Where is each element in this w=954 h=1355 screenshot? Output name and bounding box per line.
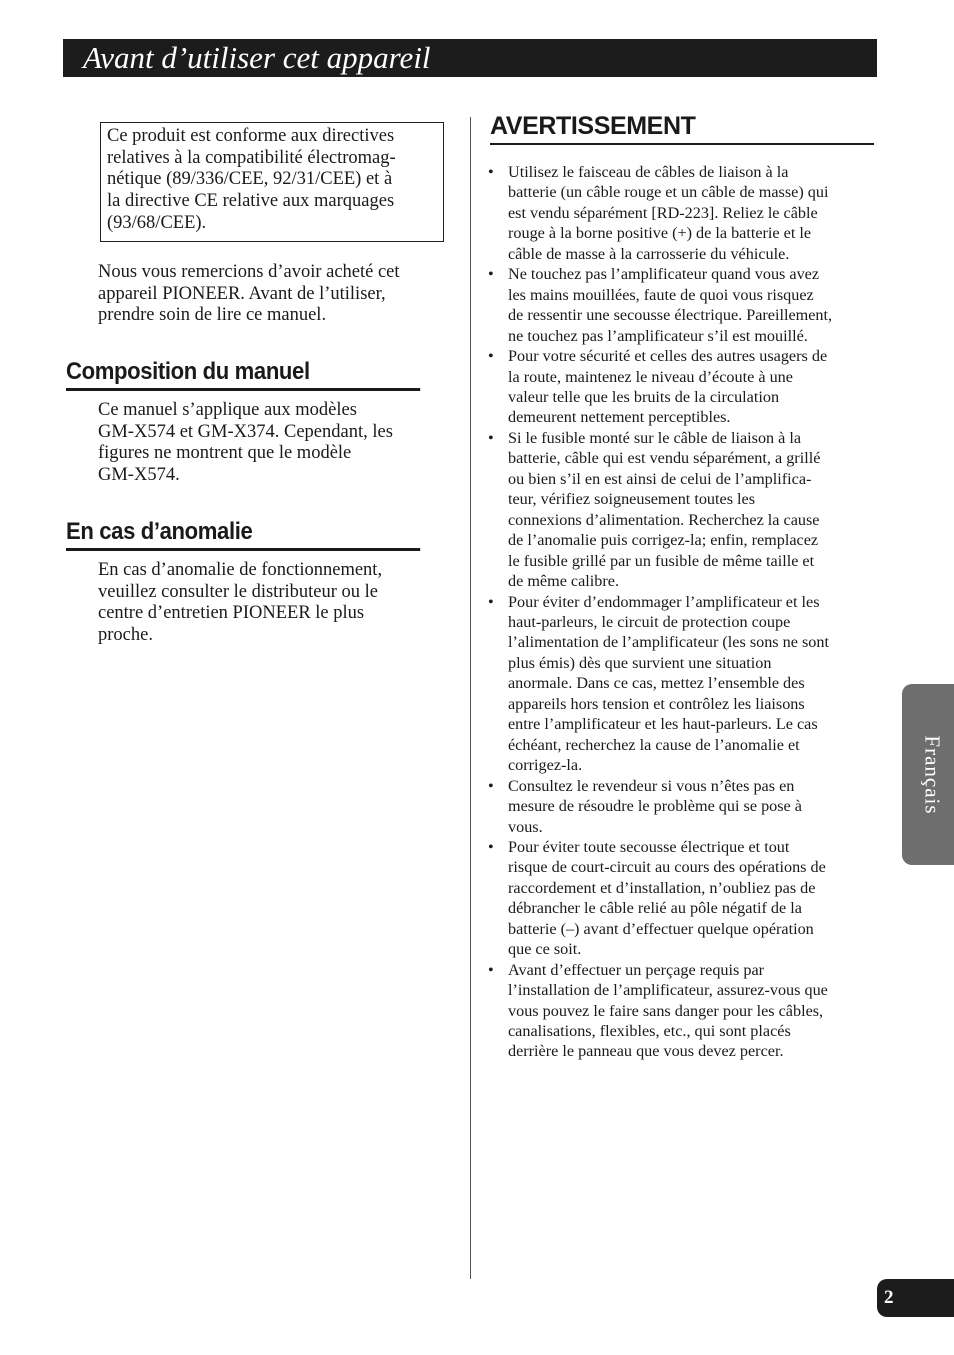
- bullet-icon: •: [488, 347, 494, 366]
- warning-line: Pour éviter d’endommager l’amplificateur et les: [508, 592, 820, 611]
- warning-line: échéant, recherchez la cause de l’anomalie et: [508, 735, 800, 754]
- intro-line: Nous vous remercions d’avoir acheté cet: [98, 262, 400, 282]
- warning-line: entre l’amplificateur et les haut-parleurs. Le cas: [508, 715, 818, 734]
- warning-line: anormale. Dans ce cas, mettez l’ensemble des: [508, 674, 805, 693]
- notice-line: Ce produit est conforme aux directives: [107, 126, 395, 146]
- warning-line: demeurent nettement perceptibles.: [508, 408, 731, 427]
- bullet-icon: •: [488, 265, 494, 284]
- composition-line: GM-X574 et GM-X374. Cependant, les: [98, 421, 393, 442]
- composition-line: figures ne montrent que le modèle: [98, 443, 352, 464]
- anomalie-heading: En cas d’anomalie: [66, 518, 420, 551]
- warning-item: [488, 837, 878, 960]
- warning-line: Pour votre sécurité et celles des autres usagers de: [508, 347, 828, 366]
- warning-line: raccordement et d’installation, n’oubliez pas de: [508, 878, 816, 897]
- warning-line: Consultez le revendeur si vous n’êtes pas en: [508, 776, 795, 795]
- warning-line: est vendu séparément [RD-223]. Reliez le câble: [508, 203, 818, 222]
- avertissement-heading: AVERTISSEMENT: [490, 112, 874, 145]
- warning-line: de même calibre.: [508, 572, 620, 591]
- notice-line: (93/68/CEE).: [107, 212, 207, 233]
- language-label: Français: [920, 734, 945, 815]
- warning-line: batterie (un câble rouge et un câble de masse) qui: [508, 183, 829, 202]
- warning-line: l’alimentation de l’amplificateur (les sons ne sont: [508, 633, 829, 652]
- warning-line: que ce soit.: [508, 940, 582, 959]
- warning-item: [488, 592, 878, 776]
- warning-line: batterie (–) avant d’effectuer quelque opération: [508, 919, 814, 938]
- warning-line: corrigez-la.: [508, 756, 583, 775]
- warning-line: de l’anomalie puis corrigez-la; enfin, remplacez: [508, 531, 819, 550]
- warning-line: Avant d’effectuer un perçage requis par: [508, 960, 765, 979]
- warning-line: Ne touchez pas l’amplificateur quand vous avez: [508, 265, 820, 284]
- column-divider: [470, 117, 471, 1279]
- warning-line: ou bien s’il en est ainsi de celui de l’amplifica-: [508, 469, 812, 488]
- warning-item: [488, 428, 878, 592]
- warning-line: vous pouvez le faire sans danger pour les câbles,: [508, 1001, 824, 1020]
- intro-line: appareil PIONEER. Avant de l’utiliser,: [98, 283, 386, 304]
- composition-line: Ce manuel s’applique aux modèles: [98, 400, 357, 420]
- warning-line: Utilisez le faisceau de câbles de liaison à la: [508, 163, 789, 181]
- bullet-icon: •: [488, 776, 494, 795]
- intro-line: prendre soin de lire ce manuel.: [98, 305, 327, 326]
- warning-line: câble de masse à la carrosserie du véhicule.: [508, 244, 790, 263]
- notice-line: la directive CE relative aux marquages: [107, 191, 395, 212]
- conformity-notice-box: [100, 122, 444, 242]
- warning-list: [488, 162, 878, 1062]
- bullet-icon: •: [488, 428, 494, 447]
- warning-line: appareils hors tension et contrôlez les liaisons: [508, 694, 805, 713]
- warning-line: valeur telle que les bruits de la circulation: [508, 387, 780, 406]
- warning-item: [488, 346, 878, 428]
- page-number: 2: [884, 1287, 894, 1308]
- warning-line: plus émis) dès que survient une situation: [508, 653, 772, 672]
- anomalie-line: veuillez consulter le distributeur ou le: [98, 581, 378, 602]
- bullet-icon: •: [488, 837, 494, 856]
- warning-line: risque de court-circuit au cours des opérations de: [508, 858, 826, 877]
- warning-line: teur, vérifiez soigneusement toutes les: [508, 490, 756, 509]
- warning-line: canalisations, flexibles, etc., qui sont placés: [508, 1022, 791, 1041]
- page-header-bar: [63, 39, 877, 77]
- warning-line: ne touchez pas l’amplificateur s’il est mouillé.: [508, 326, 808, 345]
- warning-line: les mains mouillées, faute de quoi vous risquez: [508, 285, 814, 304]
- language-tab: [902, 684, 954, 865]
- warning-line: haut-parleurs, le circuit de protection coupe: [508, 612, 791, 631]
- anomalie-line: En cas d’anomalie de fonctionnement,: [98, 560, 383, 580]
- notice-line: nétique (89/336/CEE, 92/31/CEE) et à: [107, 169, 393, 190]
- composition-heading: Composition du manuel: [66, 358, 420, 391]
- composition-paragraph: [98, 400, 448, 487]
- warning-line: la route, maintenez le niveau d’écoute à une: [508, 367, 793, 386]
- warning-item: [488, 264, 878, 346]
- warning-line: débrancher le câble relié au pôle négatif de la: [508, 899, 802, 918]
- warning-item: [488, 162, 878, 264]
- warning-line: mesure de résoudre le problème qui se pose à: [508, 797, 802, 816]
- bullet-icon: •: [488, 163, 494, 181]
- warning-line: de ressentir une secousse électrique. Pareillement,: [508, 306, 833, 325]
- warning-line: derrière le panneau que vous devez percer.: [508, 1042, 784, 1061]
- notice-line: relatives à la compatibilité électromag-: [107, 147, 396, 168]
- anomalie-paragraph: [98, 560, 448, 647]
- anomalie-line: centre d’entretien PIONEER le plus: [98, 603, 365, 624]
- warning-line: l’installation de l’amplificateur, assurez-vous que: [508, 981, 828, 1000]
- warning-line: vous.: [508, 817, 543, 836]
- warning-line: rouge à la borne positive (+) de la batterie et le: [508, 224, 812, 243]
- bullet-icon: •: [488, 960, 494, 979]
- page-title: Avant d’utiliser cet appareil: [83, 40, 431, 75]
- warning-line: batterie, câble qui est vendu séparément, a grillé: [508, 449, 821, 468]
- warning-item: [488, 960, 878, 1062]
- page-number-badge: [877, 1279, 954, 1317]
- warning-line: Si le fusible monté sur le câble de liaison à la: [508, 428, 802, 447]
- intro-paragraph: [98, 262, 448, 327]
- bullet-icon: •: [488, 592, 494, 611]
- composition-line: GM-X574.: [98, 465, 180, 486]
- warning-line: le fusible grillé par un fusible de même taille et: [508, 551, 815, 570]
- warning-item: [488, 776, 878, 837]
- warning-line: Pour éviter toute secousse électrique et tout: [508, 837, 790, 856]
- anomalie-line: proche.: [98, 625, 153, 646]
- warning-line: connexions d’alimentation. Recherchez la cause: [508, 510, 820, 529]
